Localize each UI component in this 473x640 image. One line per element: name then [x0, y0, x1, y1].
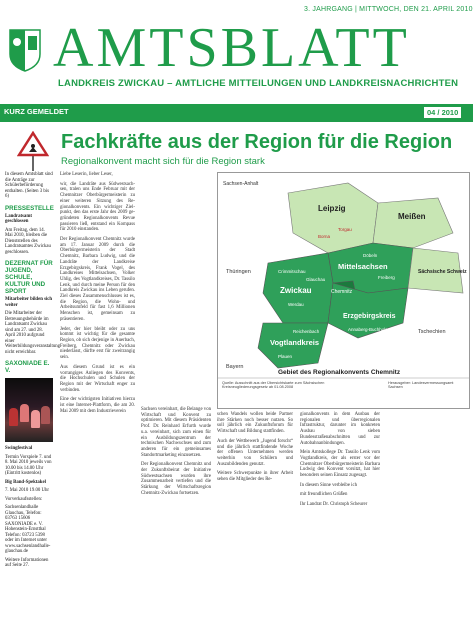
sidebar-intro: In diesem Amtsblatt sind die Anträge zur Schülerbeförderung enthalten. (Seiten 3 bis 6): [5, 172, 53, 199]
map-label: Erzgebirgskreis: [343, 313, 396, 320]
city-label: Annaberg-Buchholz: [348, 327, 388, 332]
vvk-label: Vorverkaufsstellen:: [5, 496, 43, 502]
band-photo: [5, 378, 53, 442]
article-column-3: [217, 412, 293, 487]
swing-title: Swingfestival: [5, 446, 33, 451]
paragraph: Mein Amtskollege Dr. Tassilo Lenk vom Vogtlandkreis, der als erster vor der Chemnitzer Oberbürgermeisterin Barbara Ludwig den Konvent vorsitzt, hat hier besonders seinen Einsatz zugesagt.: [300, 450, 380, 479]
paragraph: Jeder, der hier bleibt oder zu uns kommt ist wichtig für die gesamte Region, ob sich derjenige in Auerbach, Freiberg, Chemnitz oder Zwickau niederlässt, dürfte erst für zweitrangig sein.: [60, 326, 135, 361]
article-column-2: [141, 172, 211, 572]
paragraph: Der Regionalkonvent Chemnitz wurde am 17. Januar 2009 durch die Oberbürgermeisterin der Stadt Chemnitz, Barbara Ludwig, und die Landräte der Landkreise Erzgebirgskreis, Frank Vogel, des Landkreises Mittelsachsen, Volker Uhlig, des Vogtlandkreises, Dr. Tassilo Lenk, und durch meine Person für den Landkreis Zwickau ins Leben gerufen. Ziel dieses Zusammenschlusses ist es, die Region, die Wohn- und Arbeitsumfeld für fast 1,6 Millionen Menschen ist, gemeinsam zu präsentieren.: [60, 237, 135, 322]
map-label: Bayern: [226, 364, 244, 370]
map-source: Quelle: Ausschnitt aus der Übersichtskarte zum Sächsischen Kreisneugliederungsgesetz ab 01.08.2008: [222, 381, 325, 390]
sidebar: [5, 172, 61, 572]
city-label: Döbeln: [363, 253, 378, 258]
map-label: Sachsen-Anhalt: [223, 181, 259, 187]
mitarbeiter-text: Die Mitarbeiter der Betreuungsbehörde im Landratsamt Zwickau sind am 27. und 28. April 2010 aufgrund einer Weiterbildungsveranstaltung nicht erreichbar.: [5, 311, 61, 355]
closed-title: Landratsamt geschlossen: [5, 213, 32, 224]
map-label: Sächsische Schweiz: [418, 269, 467, 275]
masthead-title: AMTSBLATT: [53, 17, 410, 79]
region-map: [217, 172, 470, 409]
city-label: Glauchau: [306, 277, 326, 282]
district-crest-icon: [8, 28, 42, 72]
swing-text: Termin Vorspiele 7. und 8. Mai 2010 jeweils von 10.00 bis 14.00 Uhr (Eintritt kostenlos): [5, 454, 52, 476]
paragraph: Sachsen vereinbart, die Belange von Wirtschaft und Konvent zu optimieren. Mit diesem Präsidenten Prof. Dr. Reinhard Erfurth wurde u.a. vereinbart, sich zum einen für ein Ausbildungszentrum der technischen Nachwuchses und zum anderen für ein gemeinsames Standortmarketing einzusetzen.: [141, 407, 211, 458]
contact-text: Sachsenlandhalle Glauchau, Telefon: 03763 15606 SAXONIADE e. V. Hohenstein-Ernstthal Telefon: 03723 5398 oder im Internet unter www.sachsenlandhalle-glauchau.de: [5, 505, 51, 554]
paragraph: Auch der Wettbewerb „Jugend forscht“ und die jährlich stattfindende Woche der offenen Unternehmen werden weiterhin von Schülern und Auszubildenden genutzt.: [217, 438, 293, 467]
signature: Ihr Landrat Dr. Christoph Scheurer: [300, 502, 368, 508]
paragraph: Eine der wichtigsten Initiativen hierzu ist eine Internet-Plattform, die am 20. Mai 2009 mit dem Industrieverein: [60, 397, 135, 414]
city-label: Torgau: [338, 227, 352, 232]
article-column-4: [300, 412, 380, 512]
issue-line: 3. JAHRGANG | MITTWOCH, DEN 21. APRIL 2010: [304, 6, 473, 13]
mitarbeiter-title: Mitarbeiter bilden sich weiter: [5, 297, 53, 308]
section-label: KURZ GEMELDET: [4, 107, 69, 116]
city-label: Plauen: [278, 354, 293, 359]
sidebar-head-pressestelle: PRESSESTELLE: [5, 204, 54, 212]
sidebar-head-dezernat: DEZERNAT FÜR JUGEND, SCHULE, KULTUR UND SPORT: [5, 260, 53, 295]
sidebar-head-saxoniade: SAXONIADE E. V.: [5, 360, 50, 374]
article-subhead: Regionalkonvent macht sich für die Region stark: [61, 156, 265, 167]
map-label: Zwickau: [280, 286, 312, 295]
paragraph: Weitere Schwerpunkte in ihrer Arbeit sehen die Mitglieder des Re-: [217, 471, 293, 483]
section-bar: [0, 104, 473, 122]
city-label: Werdau: [288, 302, 304, 307]
closing: In diesem Sinne verbleibe ich: [300, 482, 358, 488]
salutation: Liebe Leserin, lieber Leser,: [60, 172, 113, 177]
article-column-1: [60, 172, 135, 418]
city-label: Crimmitschau: [278, 269, 306, 274]
map-label: Tschechien: [418, 329, 446, 335]
map-label: Meißen: [398, 212, 426, 221]
map-label: Leipzig: [318, 204, 346, 213]
closed-text: Am Freitag, dem 14. Mai 2010, bleiben die Dienststellen des Landratsamtes Zwickau geschlossen.: [5, 227, 51, 255]
map-caption: Gebiet des Regionalkonvents Chemnitz: [278, 369, 401, 376]
city-label: Reichenbach: [293, 329, 320, 334]
masthead-subtitle: LANDKREIS ZWICKAU – AMTLICHE MITTEILUNGEN UND LANDKREISNACHRICHTEN: [58, 78, 459, 89]
paragraph: schen Wandels wollen beide Partner ihre Stärken noch besser nutzen. So soll jährlich ein Zukunftsforum für Wirtschaft und Bildung stattfinden.: [217, 412, 293, 435]
more-info: Weitere Informationen auf Seite 27.: [5, 557, 49, 568]
paragraph: Aus diesem Grund ist es ein vorrangiges Anliegen des Konvents, die Hochschulen und Schulen der Region mit der Wirtschaft enger zu verbinden.: [60, 364, 135, 393]
city-label: Borna: [318, 234, 331, 239]
band-text: 7. Mai 2010 19.00 Uhr: [5, 488, 49, 493]
map-label: Chemnitz: [331, 289, 353, 295]
map-label: Thüringen: [226, 269, 251, 275]
warning-sign-icon: [17, 131, 49, 171]
paragraph: gionalkonvents in dem Ausbau der regionalen und überregionalen Infrastruktur, darunter im konkreten Ausbau von sieben Bundesstraßenabschnitten und zur Autobahnanbindungen.: [300, 412, 380, 446]
paragraph: wir, die Landräte aus Südwestsach-sen, tralen uns Ende Februar mit der Chemnitzer Oberbürgermeisterin zu einer weiteren Sitzung des Re-gionalkonvents. Ein wichtiger Ziel-punkt, den das erste Jahr des 2009 ge-gründeten Regionalkonvents Revue passieren ließ, entstand ein Kompass für 2010 einstanden.: [60, 181, 135, 233]
band-title: Big Band-Spektakel: [5, 479, 46, 485]
map-label: Mittelsachsen: [338, 262, 388, 271]
map-label: Vogtlandkreis: [270, 338, 320, 347]
city-label: Freiberg: [378, 275, 395, 280]
paragraph: Der Regionalkonvent Chemnitz und der Zukunftsbeirat der Initiative Südwestsachsen wurden ihre Zusammenarbeit vertiefen und die Stärkung der Wirtschaftsregion Chemnitz-Zwickau fortsetzen.: [141, 462, 211, 496]
article-headline: Fachkräfte aus der Region für die Region: [61, 131, 453, 153]
map-publisher: Herausgeber: Landesvermessungsamt Sachsen: [388, 381, 454, 390]
greeting: mit freundlichen Grüßen: [300, 492, 348, 498]
issue-number: 04 / 2010: [424, 107, 461, 118]
